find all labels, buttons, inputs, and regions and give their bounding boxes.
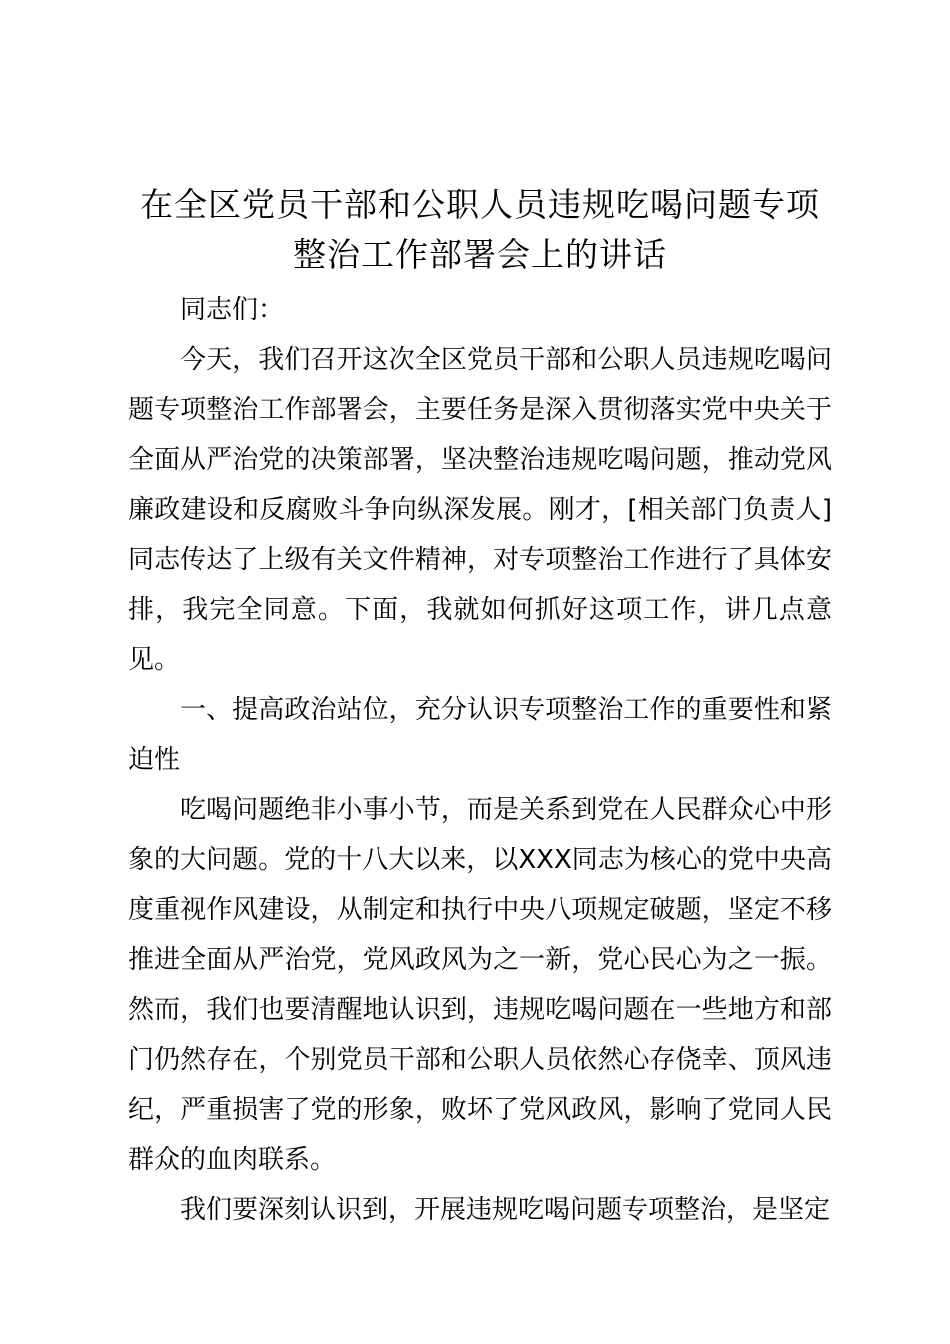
paragraph-body-1: 吃喝问题绝非小事小节，而是关系到党在人民群众心中形象的大问题。党的十八大以来，以XXX同志为核心的党中央高度重视作风建设，从制定和执行中央八项规定破题，坚定不移推进全面从严治党，党风政风为之一新，党心民心为之一振。然而，我们也要清醒地认识到，违规吃喝问题在一些地方和部门仍然存在，个别党员干部和公职人员依然心存侥幸、顶风违纪，严重损害了党的形象，败坏了党风政风，影响了党同人民群众的血肉联系。: [128, 795, 832, 1175]
section-heading-1: 一、提高政治站位，充分认识专项整治工作的重要性和紧迫性: [128, 695, 832, 775]
paragraph-intro: 今天，我们召开这次全区党员干部和公职人员违规吃喝问题专项整治工作部署会，主要任务是深入贯彻落实党中央关于全面从严治党的决策部署，坚决整治违规吃喝问题，推动党风廉政建设和反腐败斗争向纵深发展。刚才，[相关部门负责人]同志传达了上级有关文件精神，对专项整治工作进行了具体安排，我完全同意。下面，我就如何抓好这项工作，讲几点意见。: [128, 345, 832, 675]
title-line-1: 在全区党员干部和公职人员违规吃喝问题专项: [140, 185, 820, 224]
paragraph-body-2: 我们要深刻认识到，开展违规吃喝问题专项整治，是坚定: [180, 1195, 831, 1225]
title-line-2: 整治工作部署会上的讲话: [293, 235, 667, 274]
document-body: [128, 180, 832, 1235]
greeting: 同志们：: [180, 295, 285, 325]
document-title: [128, 180, 832, 280]
